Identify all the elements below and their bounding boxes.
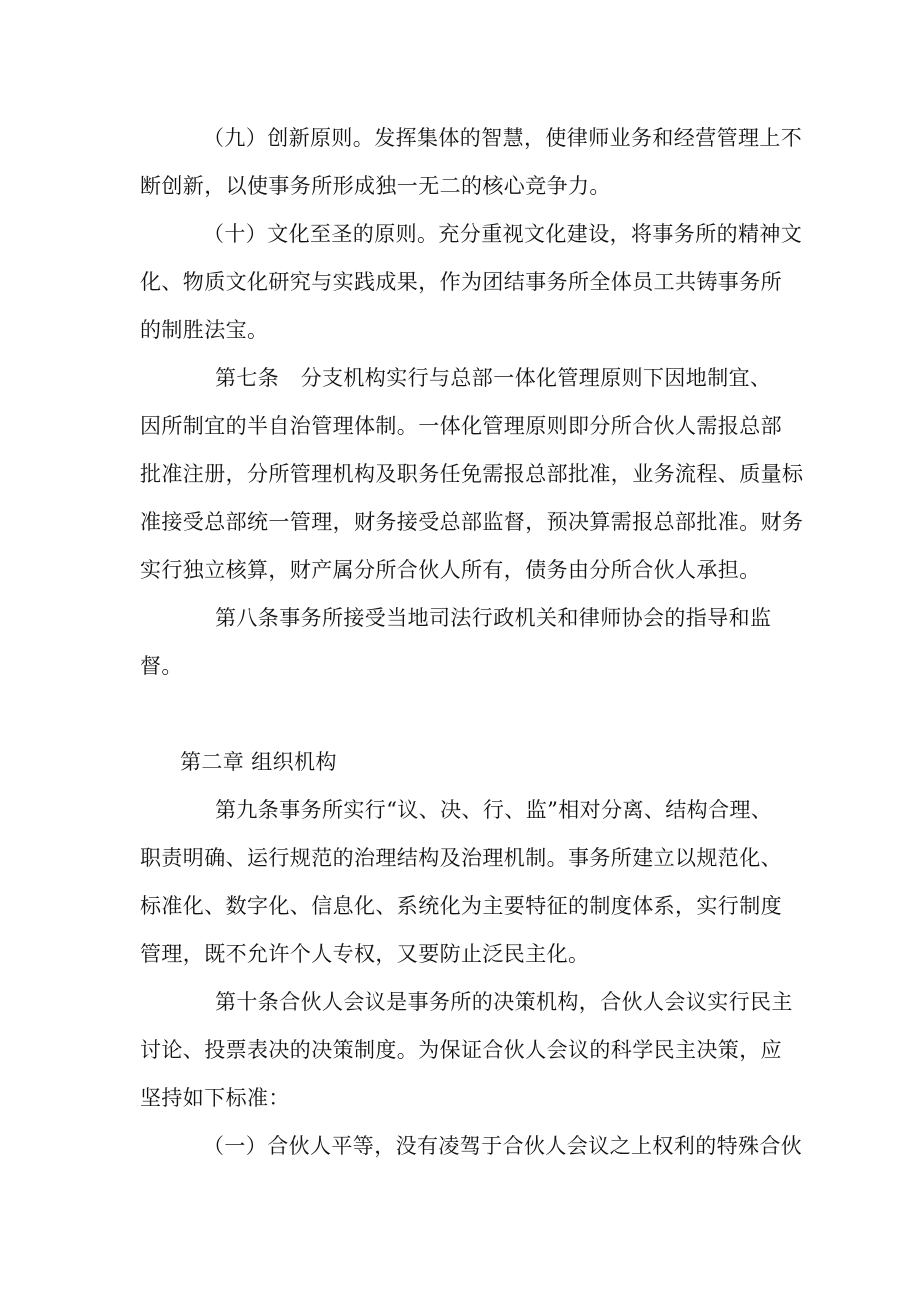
text-line: 因所制宜的半自治管理体制。一体化管理原则即分所合伙人需报总部: [140, 414, 782, 438]
text-line: 标准化、数字化、信息化、系统化为主要特征的制度体系，实行制度: [140, 894, 782, 918]
text-line: 第十条合伙人会议是事务所的决策机构，合伙人会议实行民主: [215, 990, 793, 1014]
text-line: 讨论、投票表决的决策制度。为保证合伙人会议的科学民主决策，应: [140, 1038, 782, 1062]
text-line: 第七条 分支机构实行与总部一体化管理原则下因地制宜、: [215, 366, 772, 390]
text-line: （十）文化至圣的原则。充分重视文化建设，将事务所的精神文: [203, 222, 803, 246]
text-line: 管理，既不允许个人专权，又要防止泛民主化。: [140, 942, 590, 966]
text-line: 第九条事务所实行“议、决、行、监”相对分离、结构合理、: [215, 798, 773, 822]
text-line: 督。: [140, 654, 183, 678]
text-line: （九）创新原则。发挥集体的智慧，使律师业务和经营管理上不: [203, 126, 803, 150]
text-line: 批准注册，分所管理机构及职务任免需报总部批准，业务流程、质量标: [140, 462, 804, 486]
text-line: 化、物质文化研究与实践成果，作为团结事务所全体员工共铸事务所: [140, 270, 782, 294]
text-line: 实行独立核算，财产属分所合伙人所有，债务由分所合伙人承担。: [140, 558, 761, 582]
text-line: 第八条事务所接受当地司法行政机关和律师协会的指导和监: [215, 606, 772, 630]
text-line: 断创新，以使事务所形成独一无二的核心竞争力。: [140, 174, 611, 198]
text-line: 职责明确、运行规范的治理结构及治理机制。事务所建立以规范化、: [140, 846, 782, 870]
text-line: 的制胜法宝。: [140, 318, 269, 342]
text-line: 准接受总部统一管理，财务接受总部监督，预决算需报总部批准。财务: [140, 510, 804, 534]
text-line: （一）合伙人平等，没有凌驾于合伙人会议之上权利的特殊合伙: [203, 1134, 803, 1158]
chapter-heading: 第二章 组织机构: [180, 750, 337, 774]
text-line: 坚持如下标准：: [140, 1086, 290, 1110]
